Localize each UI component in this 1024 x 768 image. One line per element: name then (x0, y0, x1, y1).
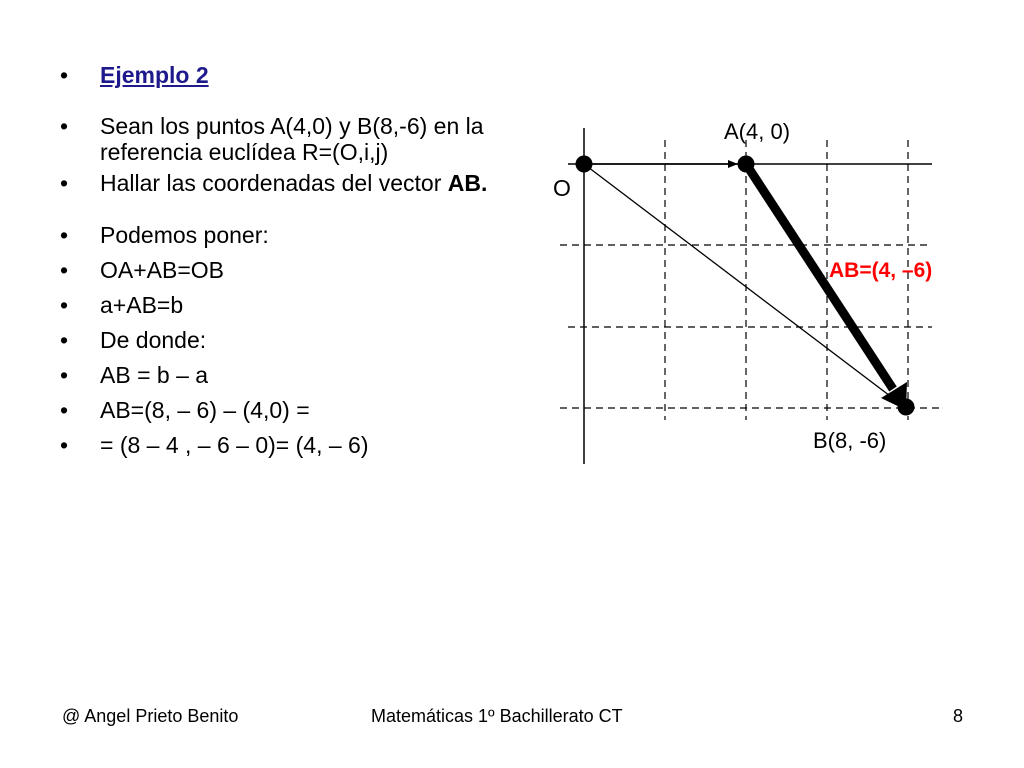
bullet-eq1-text: OA+AB=OB (100, 257, 225, 283)
bullet-sean-text: Sean los puntos A(4,0) y B(8,-6) en la referencia euclídea R=(O,i,j) (100, 113, 484, 165)
label-a: A(4, 0) (724, 119, 791, 144)
footer-author: @ Angel Prieto Benito (62, 706, 239, 726)
bullet-eq4-text: AB=(8, – 6) – (4,0) = (100, 397, 310, 423)
bullet-hallar-text: Hallar las coordenadas del vector (100, 170, 448, 196)
bullet-podemos-text: Podemos poner: (100, 222, 269, 248)
point-b (898, 399, 915, 416)
point-o (576, 156, 593, 173)
bullet-eq5-text: = (8 – 4 , – 6 – 0)= (4, – 6) (100, 432, 369, 458)
point-a (738, 156, 755, 173)
footer-page-number: 8 (953, 706, 964, 726)
footer-course: Matemáticas 1º Bachillerato CT (371, 706, 623, 726)
label-o: O (553, 175, 571, 201)
label-b: B(8, -6) (813, 428, 887, 453)
bullet-eq3-text: AB = b – a (100, 362, 209, 388)
bullet-hallar-bold: AB. (447, 170, 488, 196)
label-ab: AB=(4, –6) (829, 259, 933, 282)
bullet-eq2-text: a+AB=b (100, 292, 184, 318)
bullet-dedonde-text: De donde: (100, 327, 207, 353)
vector-ob (584, 164, 898, 402)
example-title[interactable]: Ejemplo 2 (100, 62, 209, 88)
